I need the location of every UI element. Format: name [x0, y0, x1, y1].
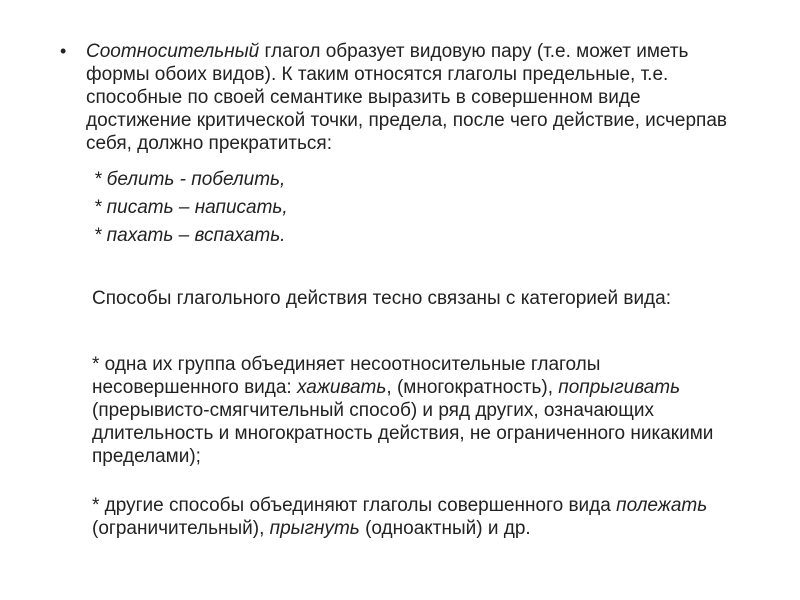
text-part: * другие способы объединяют глаголы совершенного вида [92, 495, 617, 516]
text-part: * одна их группа объединяет несоотносительные глаголы несовершенного вида: [92, 354, 601, 398]
text-part: , (многократность), [386, 377, 559, 398]
bullet-text [86, 40, 740, 155]
example-word: хаживать [297, 377, 387, 398]
section-group-two [92, 494, 742, 540]
examples-list [94, 166, 288, 250]
example-item: * пахать – вспахать. [94, 225, 286, 246]
example-word: попрыгивать [558, 377, 681, 398]
example-item: * писать – написать, [94, 197, 288, 218]
example-item: * белить - побелить, [94, 169, 286, 190]
text-part: (прерывисто-смягчительный способ) и ряд других, означающих длительность и многократность действия, не ограниченного никакими пределами); [92, 400, 714, 467]
text-part: (одноактный) и др. [359, 518, 531, 539]
term-correlative: Соотносительный [86, 41, 260, 62]
section-intro: Способы глагольного действия тесно связаны с категорией вида: [92, 288, 671, 309]
example-word: прыгнуть [269, 518, 360, 539]
example-word: полежать [616, 495, 708, 516]
text-part: (ограничительный), [92, 518, 270, 539]
bullet-marker: • [60, 41, 67, 61]
bullet-body: глагол образует видовую пару (т.е. может иметь формы обоих видов). К таким относятся глаголы предельные, т.е. способные по своей семантике выразить в совершенном виде достижение критической точки, предела, после чего действие, исчерпав себя, должно прекратиться: [86, 41, 728, 154]
bullet-paragraph [60, 40, 740, 155]
section-group-one [92, 353, 742, 468]
